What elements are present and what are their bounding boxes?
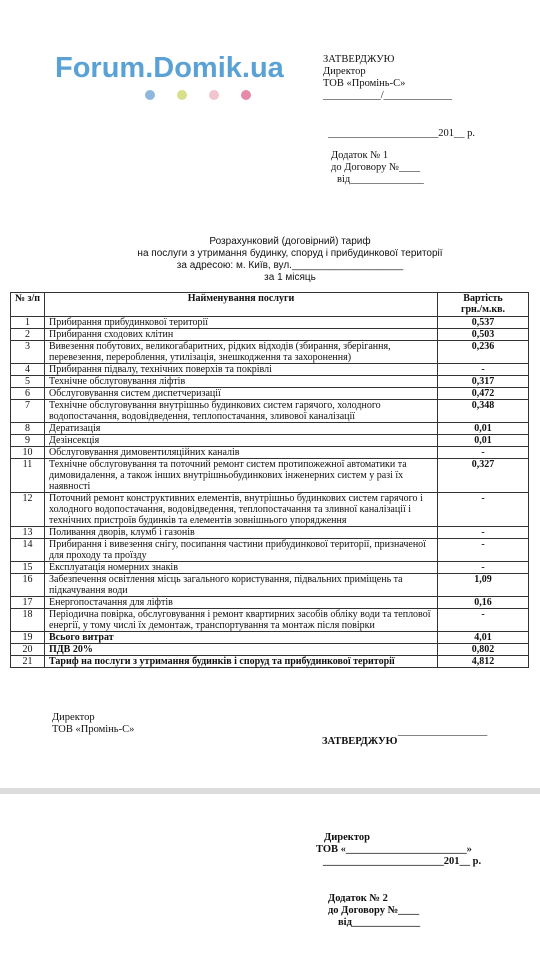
table-row <box>11 364 529 376</box>
row-num: 13 <box>11 527 45 539</box>
row-service-name: Поточний ремонт конструктивних елементів, внутрішньо будинкових систем гарячого і холодного водопостачання, водовідведення, теплопостачання та зливної каналізації і технічних пристроїв будинків та елементів зовнішнього упорядження <box>45 493 438 527</box>
row-num: 8 <box>11 423 45 435</box>
row-num: 20 <box>11 644 45 656</box>
row-value: 1,09 <box>438 574 529 597</box>
row-service-name: Дератизація <box>45 423 438 435</box>
header-value-line1: Вартість <box>463 293 503 304</box>
approval-company: ТОВ «Промінь-С» <box>323 78 406 89</box>
table-row <box>11 447 529 459</box>
table-row <box>11 632 529 644</box>
row-service-name: Технічне обслуговування внутрішньо будинкових систем гарячого, холодного водопостачання, водовідведення, теплопостачання, зливової каналізації <box>45 400 438 423</box>
approval-block-top <box>323 54 475 140</box>
title-line-1: Розрахунковий (договірний) тариф <box>209 236 371 247</box>
row-value: 0,472 <box>438 388 529 400</box>
row-service-name: Дезінсекція <box>45 435 438 447</box>
table-row <box>11 329 529 341</box>
row-service-name: Всього витрат <box>45 632 438 644</box>
row-value: - <box>438 493 529 527</box>
row-service-name: Поливання дворів, клумб і газонів <box>45 527 438 539</box>
row-service-name: Прибирання прибудинкової території <box>45 317 438 329</box>
row-value: 0,01 <box>438 435 529 447</box>
row-num: 3 <box>11 341 45 364</box>
row-value: 0,01 <box>438 423 529 435</box>
row-service-name: Енергопостачання для ліфтів <box>45 597 438 609</box>
document-title <box>120 236 460 284</box>
signature-line: _________________ <box>398 726 488 737</box>
row-value: 0,16 <box>438 597 529 609</box>
tariff-table <box>10 292 529 668</box>
table-row <box>11 562 529 574</box>
title-line-3: за адресою: м. Київ, вул.____________________ <box>176 260 404 271</box>
row-num: 18 <box>11 609 45 632</box>
title-line-4: за 1 місяць <box>264 272 316 283</box>
row-value: 0,348 <box>438 400 529 423</box>
approval-bottom-position: Директор <box>324 832 370 843</box>
row-service-name: Тариф на послуги з утримання будинків і споруд та прибудинкової території <box>45 656 438 668</box>
table-row <box>11 597 529 609</box>
watermark-dot <box>177 90 187 100</box>
row-value: - <box>438 364 529 376</box>
table-row <box>11 527 529 539</box>
table-row <box>11 388 529 400</box>
row-service-name: Технічне обслуговування ліфтів <box>45 376 438 388</box>
row-num: 7 <box>11 400 45 423</box>
row-num: 17 <box>11 597 45 609</box>
table-row <box>11 574 529 597</box>
row-service-name: ПДВ 20% <box>45 644 438 656</box>
approval-title: ЗАТВЕРДЖУЮ <box>323 54 395 65</box>
row-value: 0,327 <box>438 459 529 493</box>
row-num: 14 <box>11 539 45 562</box>
annex-2-title: Додаток № 2 <box>328 893 388 904</box>
row-num: 21 <box>11 656 45 668</box>
signature-block <box>52 712 134 736</box>
annex-2-block <box>328 893 420 929</box>
watermark-dots <box>145 90 251 100</box>
row-value: - <box>438 539 529 562</box>
table-row <box>11 609 529 632</box>
row-num: 2 <box>11 329 45 341</box>
table-row <box>11 656 529 668</box>
table-row <box>11 376 529 388</box>
row-num: 10 <box>11 447 45 459</box>
signature-company: ТОВ «Промінь-С» <box>52 724 135 735</box>
signature-approve: ЗАТВЕРДЖУЮ <box>322 736 398 747</box>
annex-from: від______________ <box>337 174 424 185</box>
header-num: № з/п <box>11 293 45 317</box>
row-num: 6 <box>11 388 45 400</box>
row-value: 0,802 <box>438 644 529 656</box>
signature-position: Директор <box>52 712 95 723</box>
watermark-dot <box>209 90 219 100</box>
table-row <box>11 459 529 493</box>
row-num: 16 <box>11 574 45 597</box>
annex-2-from: від_____________ <box>338 917 421 928</box>
row-value: - <box>438 562 529 574</box>
approval-bottom-date: _______________________201__ р. <box>323 856 482 867</box>
row-value: 0,503 <box>438 329 529 341</box>
row-service-name: Прибирання і вивезення снігу, посипання частини прибудинкової території, призначеної для проходу та проїзду <box>45 539 438 562</box>
table-row <box>11 539 529 562</box>
header-value-line2: грн./м.кв. <box>460 304 506 315</box>
row-value: 0,537 <box>438 317 529 329</box>
row-num: 9 <box>11 435 45 447</box>
table-row <box>11 644 529 656</box>
watermark-logo: Forum.Domik.ua <box>55 52 284 84</box>
row-num: 4 <box>11 364 45 376</box>
row-service-name: Технічне обслуговування та поточний ремонт систем протипожежної автоматики та димовидалення, а також інших внутрішньобудинкових інженерних систем у разі їх наявності <box>45 459 438 493</box>
annex-2-contract: до Договору №____ <box>328 905 420 916</box>
annex-1-block <box>331 150 424 186</box>
approval-position: Директор <box>323 66 366 77</box>
page-divider <box>0 788 540 794</box>
row-service-name: Експлуатація номерних знаків <box>45 562 438 574</box>
row-num: 1 <box>11 317 45 329</box>
row-num: 12 <box>11 493 45 527</box>
row-service-name: Обслуговування димовентиляційних каналів <box>45 447 438 459</box>
row-value: 0,317 <box>438 376 529 388</box>
row-num: 5 <box>11 376 45 388</box>
row-value: - <box>438 527 529 539</box>
row-value: 4,01 <box>438 632 529 644</box>
approval-bottom-company: ТОВ «_______________________» <box>316 844 472 855</box>
watermark-dot <box>241 90 251 100</box>
header-value <box>438 293 529 317</box>
row-service-name: Періодична повірка, обслуговування і ремонт квартирних засобів обліку води та теплової енергії, у тому числі їх демонтаж, транспортування та монтаж після повірки <box>45 609 438 632</box>
approval-date-line: _____________________201__ р. <box>328 128 475 139</box>
table-row <box>11 423 529 435</box>
row-service-name: Вивезення побутових, великогабаритних, рідких відходів (збирання, зберігання, перевезення, перероблення, утилізація, знешкодження та захоронення) <box>45 341 438 364</box>
table-row <box>11 317 529 329</box>
row-value: - <box>438 609 529 632</box>
row-value: 4,812 <box>438 656 529 668</box>
row-service-name: Прибирання сходових клітин <box>45 329 438 341</box>
table-row <box>11 400 529 423</box>
table-row <box>11 435 529 447</box>
row-num: 11 <box>11 459 45 493</box>
row-service-name: Прибирання підвалу, технічних поверхів та покрівлі <box>45 364 438 376</box>
annex-title: Додаток № 1 <box>331 150 389 161</box>
row-service-name: Обслуговування систем диспетчеризації <box>45 388 438 400</box>
approval-signature-line: ___________/_____________ <box>323 90 452 101</box>
row-num: 15 <box>11 562 45 574</box>
row-value: 0,236 <box>438 341 529 364</box>
row-service-name: Забезпечення освітлення місць загального користування, підвальних приміщень та підкачування води <box>45 574 438 597</box>
table-row <box>11 341 529 364</box>
row-num: 19 <box>11 632 45 644</box>
table-header-row <box>11 293 529 317</box>
table-row <box>11 493 529 527</box>
annex-contract: до Договору №____ <box>331 162 421 173</box>
row-value: - <box>438 447 529 459</box>
title-line-2: на послуги з утримання будинку, споруд і прибудинкової території <box>137 248 443 259</box>
watermark-dot <box>145 90 155 100</box>
approval-block-bottom <box>316 832 482 868</box>
header-name: Найменування послуги <box>45 293 438 317</box>
